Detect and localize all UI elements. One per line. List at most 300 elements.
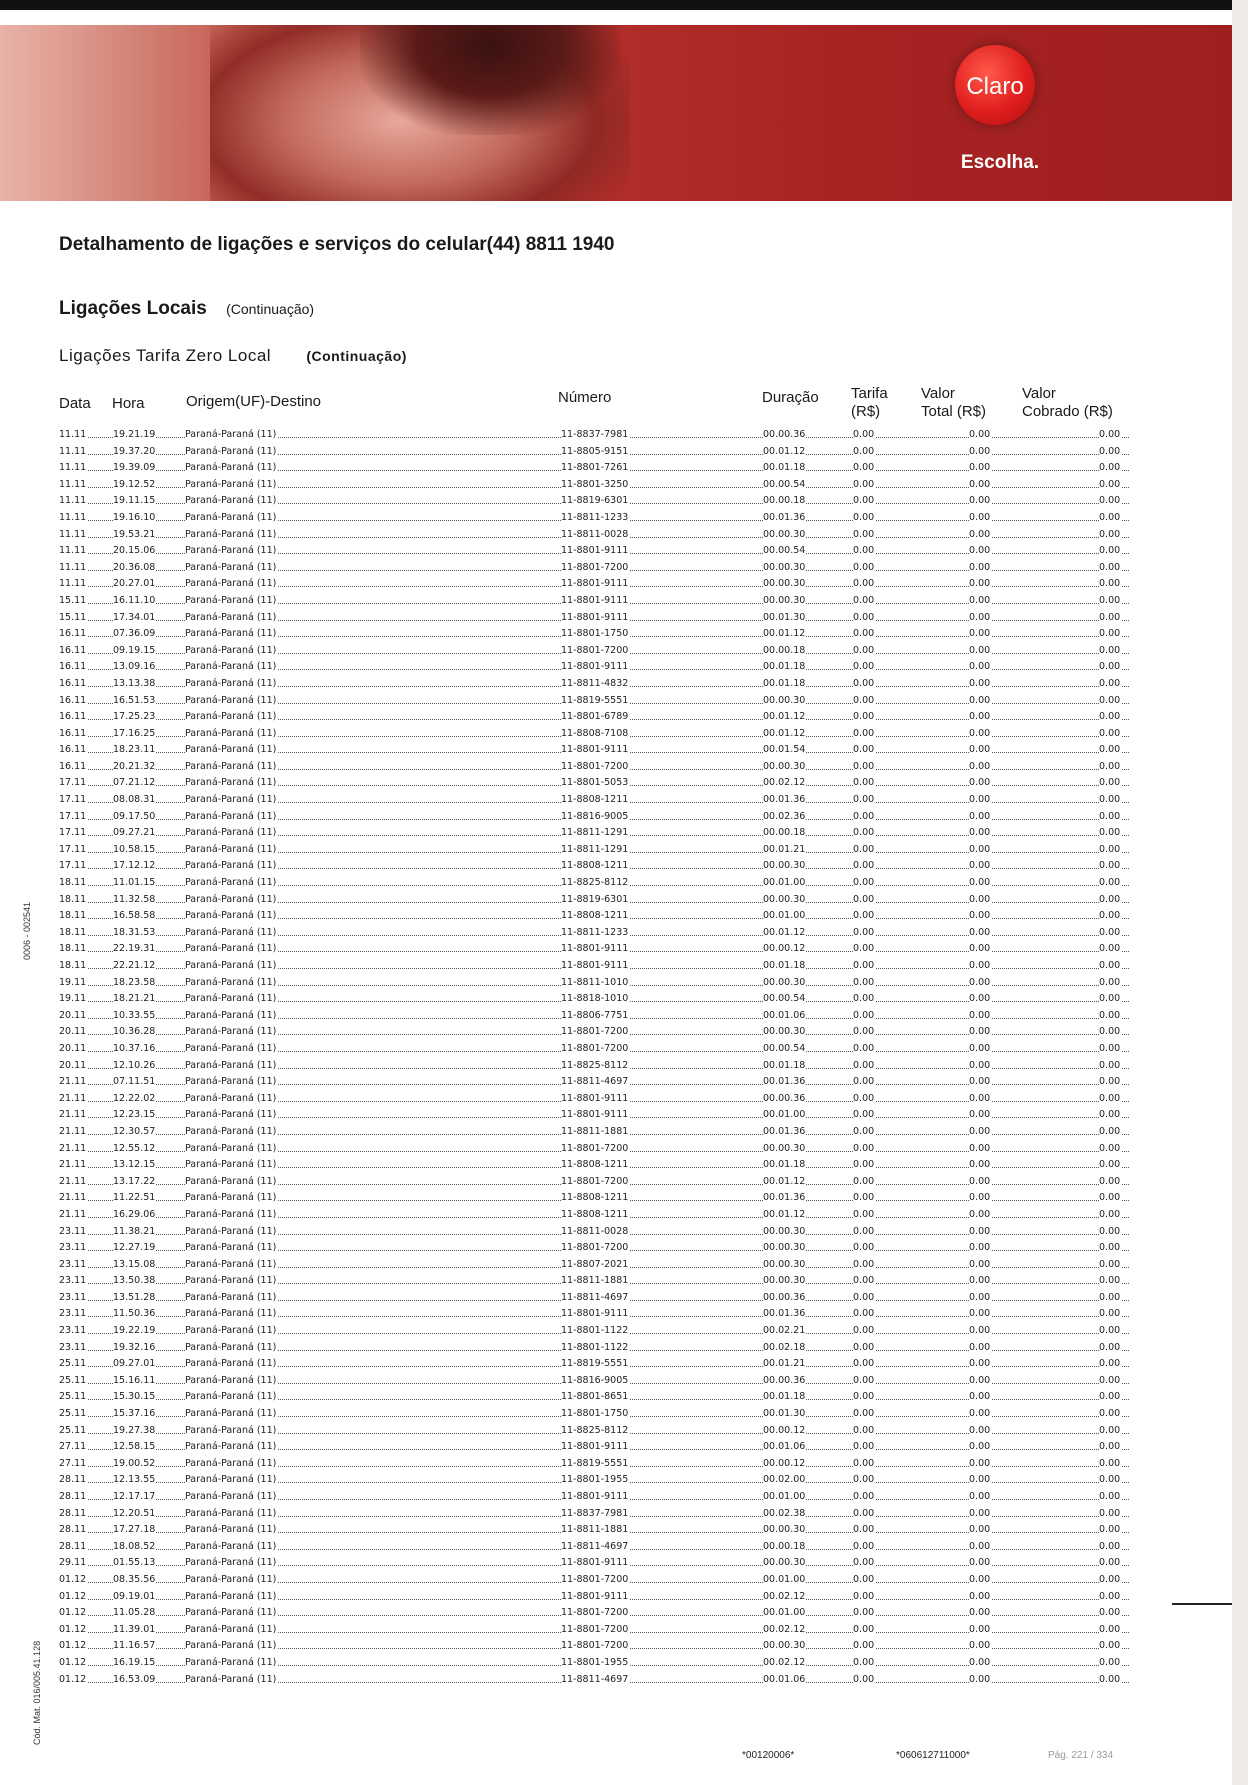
call-time: 01.55.13 (113, 1555, 156, 1572)
call-time: 13.17.22 (113, 1174, 156, 1191)
call-date: 16.11 (59, 659, 87, 676)
table-row (59, 925, 1129, 942)
call-rate: 0.00 (853, 825, 875, 842)
call-origin-destination: Paraná-Paraná (11) (185, 693, 277, 710)
call-rate: 0.00 (853, 1506, 875, 1523)
call-origin-destination: Paraná-Paraná (11) (185, 1141, 277, 1158)
call-date: 01.12 (59, 1572, 87, 1589)
call-number: 11-8801-1122 (561, 1323, 629, 1340)
call-charged-value: 0.00 (1099, 825, 1121, 842)
call-rate: 0.00 (853, 1141, 875, 1158)
call-charged-value: 0.00 (1099, 643, 1121, 660)
banner-photo-shadow (360, 25, 620, 135)
call-number: 11-8808-1211 (561, 792, 629, 809)
call-charged-value: 0.00 (1099, 1058, 1121, 1075)
call-total-value: 0.00 (969, 1406, 991, 1423)
call-duration: 00.01.54 (763, 742, 806, 759)
call-date: 16.11 (59, 709, 87, 726)
call-rate: 0.00 (853, 1472, 875, 1489)
call-total-value: 0.00 (969, 1472, 991, 1489)
table-row (59, 1141, 1129, 1158)
call-origin-destination: Paraná-Paraná (11) (185, 1622, 277, 1639)
call-rate: 0.00 (853, 493, 875, 510)
call-origin-destination: Paraná-Paraná (11) (185, 444, 277, 461)
table-row (59, 975, 1129, 992)
call-total-value: 0.00 (969, 1456, 991, 1473)
call-number: 11-8819-5551 (561, 693, 629, 710)
call-time: 16.19.15 (113, 1655, 156, 1672)
call-origin-destination: Paraná-Paraná (11) (185, 1522, 277, 1539)
col-header-numero: Número (558, 389, 612, 406)
call-origin-destination: Paraná-Paraná (11) (185, 1024, 277, 1041)
call-time: 11.39.01 (113, 1622, 156, 1639)
call-rate: 0.00 (853, 908, 875, 925)
call-time: 20.27.01 (113, 576, 156, 593)
call-date: 17.11 (59, 825, 87, 842)
table-row (59, 1074, 1129, 1091)
call-charged-value: 0.00 (1099, 1273, 1121, 1290)
call-charged-value: 0.00 (1099, 477, 1121, 494)
call-rate: 0.00 (853, 875, 875, 892)
table-row (59, 1472, 1129, 1489)
col-header-duracao: Duração (762, 389, 819, 406)
call-origin-destination: Paraná-Paraná (11) (185, 1389, 277, 1406)
call-rate: 0.00 (853, 775, 875, 792)
table-row (59, 1439, 1129, 1456)
call-date: 11.11 (59, 493, 87, 510)
table-row (59, 1008, 1129, 1025)
section-label: Ligações Locais (59, 298, 207, 319)
call-charged-value: 0.00 (1099, 1008, 1121, 1025)
subsection-continuation: (Continuação) (306, 348, 407, 364)
call-date: 21.11 (59, 1124, 87, 1141)
call-date: 11.11 (59, 527, 87, 544)
call-time: 11.01.15 (113, 875, 156, 892)
call-charged-value: 0.00 (1099, 1124, 1121, 1141)
call-origin-destination: Paraná-Paraná (11) (185, 1555, 277, 1572)
call-charged-value: 0.00 (1099, 1240, 1121, 1257)
call-duration: 00.01.18 (763, 460, 806, 477)
call-time: 19.53.21 (113, 527, 156, 544)
call-rate: 0.00 (853, 693, 875, 710)
call-date: 16.11 (59, 643, 87, 660)
call-origin-destination: Paraná-Paraná (11) (185, 560, 277, 577)
call-rate: 0.00 (853, 1340, 875, 1357)
call-rate: 0.00 (853, 1555, 875, 1572)
call-duration: 00.00.12 (763, 1423, 806, 1440)
call-total-value: 0.00 (969, 958, 991, 975)
call-date: 21.11 (59, 1157, 87, 1174)
call-date: 18.11 (59, 908, 87, 925)
call-total-value: 0.00 (969, 1157, 991, 1174)
call-number: 11-8811-4697 (561, 1290, 629, 1307)
call-total-value: 0.00 (969, 693, 991, 710)
call-charged-value: 0.00 (1099, 493, 1121, 510)
call-time: 09.27.21 (113, 825, 156, 842)
call-date: 16.11 (59, 759, 87, 776)
call-total-value: 0.00 (969, 875, 991, 892)
call-date: 20.11 (59, 1041, 87, 1058)
call-origin-destination: Paraná-Paraná (11) (185, 775, 277, 792)
call-number: 11-8801-5053 (561, 775, 629, 792)
call-date: 17.11 (59, 809, 87, 826)
call-charged-value: 0.00 (1099, 527, 1121, 544)
call-total-value: 0.00 (969, 1124, 991, 1141)
call-charged-value: 0.00 (1099, 875, 1121, 892)
call-number: 11-8801-7200 (561, 1141, 629, 1158)
call-total-value: 0.00 (969, 892, 991, 909)
table-row (59, 676, 1129, 693)
call-rate: 0.00 (853, 643, 875, 660)
call-origin-destination: Paraná-Paraná (11) (185, 1605, 277, 1622)
call-time: 11.22.51 (113, 1190, 156, 1207)
call-date: 21.11 (59, 1074, 87, 1091)
brand-tagline: Escolha. (960, 152, 1040, 173)
table-row (59, 444, 1129, 461)
call-duration: 00.01.00 (763, 1107, 806, 1124)
call-charged-value: 0.00 (1099, 742, 1121, 759)
call-total-value: 0.00 (969, 1290, 991, 1307)
call-rate: 0.00 (853, 1107, 875, 1124)
call-number: 11-8801-9111 (561, 1439, 629, 1456)
call-duration: 00.00.12 (763, 1456, 806, 1473)
call-time: 09.27.01 (113, 1356, 156, 1373)
call-charged-value: 0.00 (1099, 593, 1121, 610)
call-origin-destination: Paraná-Paraná (11) (185, 1423, 277, 1440)
call-rate: 0.00 (853, 543, 875, 560)
table-row (59, 1638, 1129, 1655)
call-rate: 0.00 (853, 1207, 875, 1224)
call-date: 23.11 (59, 1240, 87, 1257)
call-number: 11-8801-9111 (561, 543, 629, 560)
call-time: 19.12.52 (113, 477, 156, 494)
call-date: 23.11 (59, 1290, 87, 1307)
call-total-value: 0.00 (969, 991, 991, 1008)
call-duration: 00.01.12 (763, 1207, 806, 1224)
call-time: 19.27.38 (113, 1423, 156, 1440)
call-rate: 0.00 (853, 659, 875, 676)
call-rate: 0.00 (853, 626, 875, 643)
call-rate: 0.00 (853, 477, 875, 494)
call-number: 11-8818-1010 (561, 991, 629, 1008)
call-origin-destination: Paraná-Paraná (11) (185, 676, 277, 693)
call-charged-value: 0.00 (1099, 1074, 1121, 1091)
col-header-valor-total-unit: Total (R$) (921, 403, 987, 420)
call-duration: 00.02.00 (763, 1472, 806, 1489)
call-time: 10.33.55 (113, 1008, 156, 1025)
call-rate: 0.00 (853, 958, 875, 975)
call-date: 01.12 (59, 1672, 87, 1689)
table-row (59, 1406, 1129, 1423)
call-charged-value: 0.00 (1099, 1224, 1121, 1241)
table-row (59, 792, 1129, 809)
call-rate: 0.00 (853, 1406, 875, 1423)
call-total-value: 0.00 (969, 1024, 991, 1041)
call-charged-value: 0.00 (1099, 1423, 1121, 1440)
table-row (59, 1356, 1129, 1373)
call-number: 11-8801-9111 (561, 1107, 629, 1124)
call-rate: 0.00 (853, 1273, 875, 1290)
call-origin-destination: Paraná-Paraná (11) (185, 908, 277, 925)
call-date: 16.11 (59, 626, 87, 643)
call-date: 15.11 (59, 593, 87, 610)
call-charged-value: 0.00 (1099, 1672, 1121, 1689)
call-total-value: 0.00 (969, 610, 991, 627)
call-duration: 00.00.30 (763, 759, 806, 776)
call-duration: 00.01.36 (763, 1074, 806, 1091)
page-title: Detalhamento de ligações e serviços do celular(44) 8811 1940 (59, 234, 615, 255)
call-charged-value: 0.00 (1099, 1439, 1121, 1456)
call-time: 11.05.28 (113, 1605, 156, 1622)
call-rate: 0.00 (853, 1638, 875, 1655)
call-duration: 00.01.36 (763, 510, 806, 527)
table-row (59, 1240, 1129, 1257)
call-date: 01.12 (59, 1622, 87, 1639)
call-duration: 00.01.00 (763, 1572, 806, 1589)
call-total-value: 0.00 (969, 1489, 991, 1506)
call-total-value: 0.00 (969, 726, 991, 743)
call-number: 11-8801-1122 (561, 1340, 629, 1357)
call-origin-destination: Paraná-Paraná (11) (185, 892, 277, 909)
call-charged-value: 0.00 (1099, 792, 1121, 809)
footer-code-2: *060612711000* (896, 1750, 970, 1761)
call-charged-value: 0.00 (1099, 1489, 1121, 1506)
call-date: 21.11 (59, 1141, 87, 1158)
call-time: 19.32.16 (113, 1340, 156, 1357)
call-origin-destination: Paraná-Paraná (11) (185, 460, 277, 477)
call-charged-value: 0.00 (1099, 1024, 1121, 1041)
call-duration: 00.00.36 (763, 1091, 806, 1108)
call-origin-destination: Paraná-Paraná (11) (185, 1041, 277, 1058)
call-rate: 0.00 (853, 1190, 875, 1207)
call-date: 25.11 (59, 1406, 87, 1423)
table-row (59, 1572, 1129, 1589)
call-rate: 0.00 (853, 709, 875, 726)
call-time: 13.09.16 (113, 659, 156, 676)
call-number: 11-8801-9111 (561, 659, 629, 676)
call-number: 11-8819-6301 (561, 892, 629, 909)
call-total-value: 0.00 (969, 1273, 991, 1290)
call-time: 19.21.19 (113, 427, 156, 444)
call-number: 11-8801-9111 (561, 1306, 629, 1323)
table-row (59, 726, 1129, 743)
call-origin-destination: Paraná-Paraná (11) (185, 858, 277, 875)
call-date: 28.11 (59, 1489, 87, 1506)
call-date: 28.11 (59, 1522, 87, 1539)
table-row (59, 543, 1129, 560)
call-total-value: 0.00 (969, 1439, 991, 1456)
call-total-value: 0.00 (969, 1340, 991, 1357)
call-number: 11-8801-9111 (561, 1555, 629, 1572)
call-duration: 00.01.12 (763, 1174, 806, 1191)
call-duration: 00.00.30 (763, 1257, 806, 1274)
call-time: 19.39.09 (113, 460, 156, 477)
call-number: 11-8801-9111 (561, 1091, 629, 1108)
call-charged-value: 0.00 (1099, 941, 1121, 958)
call-total-value: 0.00 (969, 560, 991, 577)
call-number: 11-8811-1881 (561, 1124, 629, 1141)
call-duration: 00.01.21 (763, 842, 806, 859)
call-date: 21.11 (59, 1174, 87, 1191)
call-origin-destination: Paraná-Paraná (11) (185, 726, 277, 743)
call-number: 11-8811-4697 (561, 1672, 629, 1689)
call-origin-destination: Paraná-Paraná (11) (185, 1207, 277, 1224)
call-date: 23.11 (59, 1273, 87, 1290)
call-rate: 0.00 (853, 576, 875, 593)
call-number: 11-8801-7200 (561, 1638, 629, 1655)
call-time: 12.58.15 (113, 1439, 156, 1456)
call-charged-value: 0.00 (1099, 1290, 1121, 1307)
call-rate: 0.00 (853, 809, 875, 826)
table-row (59, 1207, 1129, 1224)
call-number: 11-8811-4697 (561, 1074, 629, 1091)
table-row (59, 593, 1129, 610)
table-row (59, 1555, 1129, 1572)
call-rate: 0.00 (853, 1373, 875, 1390)
call-time: 16.58.58 (113, 908, 156, 925)
call-date: 01.12 (59, 1655, 87, 1672)
call-charged-value: 0.00 (1099, 1506, 1121, 1523)
call-charged-value: 0.00 (1099, 693, 1121, 710)
page-number: Pág. 221 / 334 (1048, 1750, 1114, 1761)
call-origin-destination: Paraná-Paraná (11) (185, 1240, 277, 1257)
call-duration: 00.01.36 (763, 1124, 806, 1141)
calls-table (59, 427, 1129, 1688)
call-date: 21.11 (59, 1107, 87, 1124)
call-rate: 0.00 (853, 941, 875, 958)
call-rate: 0.00 (853, 925, 875, 942)
call-rate: 0.00 (853, 1423, 875, 1440)
call-date: 18.11 (59, 875, 87, 892)
call-number: 11-8811-4832 (561, 676, 629, 693)
call-rate: 0.00 (853, 1290, 875, 1307)
call-time: 12.13.55 (113, 1472, 156, 1489)
call-total-value: 0.00 (969, 809, 991, 826)
call-origin-destination: Paraná-Paraná (11) (185, 875, 277, 892)
call-origin-destination: Paraná-Paraná (11) (185, 1572, 277, 1589)
table-row (59, 493, 1129, 510)
call-total-value: 0.00 (969, 742, 991, 759)
call-origin-destination: Paraná-Paraná (11) (185, 1638, 277, 1655)
call-duration: 00.01.18 (763, 958, 806, 975)
call-total-value: 0.00 (969, 1306, 991, 1323)
call-time: 20.21.32 (113, 759, 156, 776)
call-rate: 0.00 (853, 676, 875, 693)
call-origin-destination: Paraná-Paraná (11) (185, 1157, 277, 1174)
call-time: 13.51.28 (113, 1290, 156, 1307)
table-row (59, 1157, 1129, 1174)
call-number: 11-8808-1211 (561, 1207, 629, 1224)
call-origin-destination: Paraná-Paraná (11) (185, 1008, 277, 1025)
call-date: 11.11 (59, 460, 87, 477)
call-date: 17.11 (59, 775, 87, 792)
col-header-valor-total (921, 385, 986, 421)
call-duration: 00.00.36 (763, 1290, 806, 1307)
call-date: 01.12 (59, 1638, 87, 1655)
call-date: 25.11 (59, 1356, 87, 1373)
call-time: 11.32.58 (113, 892, 156, 909)
call-duration: 00.00.18 (763, 825, 806, 842)
call-duration: 00.00.30 (763, 1273, 806, 1290)
call-total-value: 0.00 (969, 709, 991, 726)
call-date: 01.12 (59, 1605, 87, 1622)
call-duration: 00.00.30 (763, 1224, 806, 1241)
call-number: 11-8808-1211 (561, 858, 629, 875)
call-date: 16.11 (59, 726, 87, 743)
call-total-value: 0.00 (969, 1555, 991, 1572)
call-number: 11-8801-7200 (561, 1572, 629, 1589)
call-origin-destination: Paraná-Paraná (11) (185, 1406, 277, 1423)
call-number: 11-8801-7200 (561, 560, 629, 577)
call-charged-value: 0.00 (1099, 460, 1121, 477)
call-charged-value: 0.00 (1099, 576, 1121, 593)
call-total-value: 0.00 (969, 543, 991, 560)
call-date: 11.11 (59, 543, 87, 560)
call-charged-value: 0.00 (1099, 1190, 1121, 1207)
call-time: 15.37.16 (113, 1406, 156, 1423)
call-duration: 00.02.38 (763, 1506, 806, 1523)
call-origin-destination: Paraná-Paraná (11) (185, 1655, 277, 1672)
call-total-value: 0.00 (969, 1207, 991, 1224)
call-charged-value: 0.00 (1099, 1655, 1121, 1672)
table-row (59, 1024, 1129, 1041)
call-total-value: 0.00 (969, 1058, 991, 1075)
call-time: 22.19.31 (113, 941, 156, 958)
table-row (59, 1340, 1129, 1357)
call-date: 19.11 (59, 991, 87, 1008)
call-origin-destination: Paraná-Paraná (11) (185, 1340, 277, 1357)
call-rate: 0.00 (853, 726, 875, 743)
call-origin-destination: Paraná-Paraná (11) (185, 1672, 277, 1689)
call-total-value: 0.00 (969, 643, 991, 660)
table-row (59, 1058, 1129, 1075)
call-total-value: 0.00 (969, 1572, 991, 1589)
call-charged-value: 0.00 (1099, 1539, 1121, 1556)
call-date: 23.11 (59, 1323, 87, 1340)
call-total-value: 0.00 (969, 676, 991, 693)
call-number: 11-8801-9111 (561, 941, 629, 958)
call-date: 23.11 (59, 1340, 87, 1357)
call-time: 08.35.56 (113, 1572, 156, 1589)
call-time: 18.08.52 (113, 1539, 156, 1556)
call-number: 11-8837-7981 (561, 1506, 629, 1523)
call-number: 11-8837-7981 (561, 427, 629, 444)
call-charged-value: 0.00 (1099, 1572, 1121, 1589)
call-total-value: 0.00 (969, 925, 991, 942)
call-time: 17.16.25 (113, 726, 156, 743)
call-number: 11-8801-9111 (561, 1589, 629, 1606)
call-total-value: 0.00 (969, 858, 991, 875)
table-row (59, 1107, 1129, 1124)
call-total-value: 0.00 (969, 1589, 991, 1606)
call-rate: 0.00 (853, 1074, 875, 1091)
call-time: 09.19.15 (113, 643, 156, 660)
call-origin-destination: Paraná-Paraná (11) (185, 1224, 277, 1241)
call-date: 21.11 (59, 1190, 87, 1207)
call-number: 11-8811-1881 (561, 1522, 629, 1539)
call-time: 11.38.21 (113, 1224, 156, 1241)
call-time: 17.34.01 (113, 610, 156, 627)
call-origin-destination: Paraná-Paraná (11) (185, 842, 277, 859)
call-number: 11-8801-7200 (561, 1240, 629, 1257)
table-row (59, 1041, 1129, 1058)
call-date: 28.11 (59, 1539, 87, 1556)
table-row (59, 510, 1129, 527)
call-number: 11-8825-8112 (561, 1058, 629, 1075)
call-duration: 00.01.00 (763, 875, 806, 892)
call-origin-destination: Paraná-Paraná (11) (185, 1373, 277, 1390)
call-number: 11-8811-1010 (561, 975, 629, 992)
